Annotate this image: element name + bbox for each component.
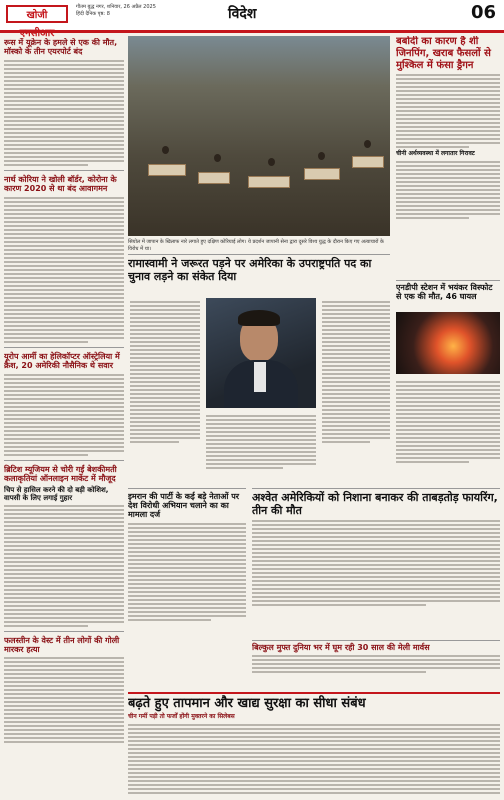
subheadline-climate: चीन गर्मी पड़ी तो फर्जों होंगी मुक्तरने का सिलेबस <box>128 712 235 720</box>
blast-photo <box>396 312 500 374</box>
article-body <box>4 374 124 456</box>
ramaswamy-text-right <box>322 298 390 478</box>
article-body <box>4 657 124 743</box>
article-body <box>396 74 500 148</box>
headline-europe: यूरोप आर्मी का हेलिकॉप्टर ऑस्ट्रेलिया में क्रैश, 20 अमेरिकी नौसैनिक थे सवार <box>4 351 120 371</box>
headline-climate: बढ़ते हुए तापमान और खाद्य सुरक्षा का सीधा संबंध <box>128 696 366 711</box>
section-title: विदेश <box>228 6 257 22</box>
headline-british: ब्रिटिश म्यूजियम से चोरी गईं बेशकीमती कलाकृतियां ऑनलाइन मार्केट में मौजूद <box>4 464 117 484</box>
headline-black: अश्वेत अमेरिकियों को निशाना बनाकर की ताबड़तोड़ फायरिंग, तीन की मौत <box>252 491 498 517</box>
headline-korea: नार्थ कोरिया ने खोली बॉर्डर, कोरोना के कारण 2020 से था बंद आवागमन <box>4 174 117 194</box>
ramaswamy-text-left <box>130 298 200 478</box>
headline-barbadi: बर्बादी का कारण है शी जिनपिंग, खराब फैसलों से मुश्किल में फंसा ड्रैगन <box>396 36 491 71</box>
climate-story <box>128 692 500 800</box>
imran-story <box>128 488 246 637</box>
brand-logo: खोजी एनसीआर <box>6 5 68 23</box>
article-body <box>4 60 124 166</box>
masthead-date: गौतम बुद्ध नगर, शनिवार, 26 अप्रैल 2025 <box>76 4 156 10</box>
subheadline-british: चिप से हासिल करने की दो बड़ी कोशिश, वापसी के लिए लगाई गुहार <box>4 485 109 502</box>
rally-caption: सियोल में जापान के खिलाफ नारे लगाते हुए दक्षिण कोरियाई लोग। ये प्रदर्शन जापानी सेना द्वारा दूसरे विश्व युद्ध के दौरान किए गए अत्याचारों के विरोध में था। <box>128 239 384 252</box>
headline-ramaswamy: रामास्वामी ने जरूरत पड़ने पर अमेरिका के उपराष्ट्रपति पद का चुनाव लड़ने का संकेत दिया <box>128 257 372 283</box>
masthead-meta <box>76 4 156 18</box>
shooting-story <box>252 488 500 637</box>
headline-imran: इमरान की पार्टी के कई बड़े नेताओं पर देश विरोधी अभियान चलाने का का मामला दर्ज <box>128 492 240 520</box>
masthead <box>0 0 504 39</box>
blast-text <box>396 378 500 482</box>
subheadline-barbadi: चीनी अर्थव्यवस्था में लगातार गिरावट <box>396 150 475 158</box>
rally-photo <box>128 36 390 236</box>
marathon-story <box>252 640 500 689</box>
article-body <box>4 197 124 343</box>
article-body <box>396 161 500 219</box>
headline-nd: एनडीपी स्टेशन में भयंकर विस्फोट से एक की मौत, 46 घायल <box>396 283 493 302</box>
headline-marathon: बिल्कुल मुफ्त दुनिया भर में घूम रही 30 साल की मेली मार्वस <box>252 643 430 652</box>
ramaswamy-text-middle <box>206 412 316 478</box>
masthead-edition: हिंदी दैनिक पृष्ठ: 8 <box>76 11 110 17</box>
left-column <box>4 38 124 798</box>
ramaswamy-photo <box>206 298 316 408</box>
headline-russia: रूस में यूक्रेन के हमले से एक की मौत, मॉस्को के तीन एयरपोर्ट बंद <box>4 38 118 57</box>
page-number: 06 <box>470 2 496 23</box>
headline-palestine: फलस्तीन के वेस्ट में तीन लोगों की गोली मारकर हत्या <box>4 635 120 655</box>
article-body <box>4 505 124 627</box>
right-top-column <box>396 36 500 276</box>
